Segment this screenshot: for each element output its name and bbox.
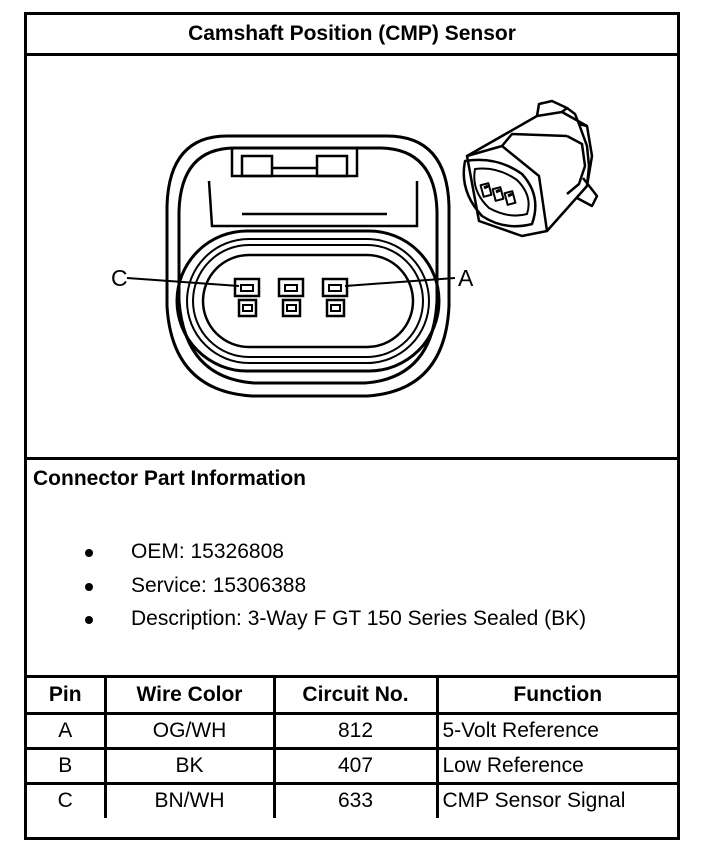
service-part-number: Service: 15306388 (131, 573, 307, 597)
function-cell: 5-Volt Reference (437, 713, 677, 748)
wire-color-cell: OG/WH (105, 713, 274, 748)
connector-description: Description: 3-Way F GT 150 Series Sealed (BK) (131, 607, 587, 630)
part-info-list (27, 540, 677, 641)
circuit-cell: 812 (274, 713, 437, 748)
header-function: Function (437, 678, 677, 713)
bullet-icon (85, 549, 93, 557)
header-wire-color: Wire Color (105, 678, 274, 713)
header-pin: Pin (27, 678, 105, 713)
oem-part-number: OEM: 15326808 (131, 540, 284, 563)
wire-color-cell: BK (105, 748, 274, 783)
wire-color-cell: BN/WH (105, 783, 274, 818)
info-heading: Connector Part Information (33, 467, 307, 490)
pinout-table (27, 678, 677, 818)
list-item (27, 607, 677, 641)
pin-cell: B (27, 748, 105, 783)
connector-diagram (27, 56, 677, 460)
bullet-icon (85, 583, 93, 591)
function-cell: CMP Sensor Signal (437, 783, 677, 818)
pin-cell: C (27, 783, 105, 818)
pin-label-a: A (458, 265, 474, 291)
table-header-row (27, 678, 677, 713)
circuit-cell: 633 (274, 783, 437, 818)
list-item (27, 574, 677, 608)
connector-face-drawing-icon (127, 136, 455, 396)
header-circuit-no: Circuit No. (274, 678, 437, 713)
table-row (27, 783, 677, 818)
diagram-svg (27, 56, 677, 460)
connector-sheet (24, 12, 680, 840)
circuit-cell: 407 (274, 748, 437, 783)
function-cell: Low Reference (437, 748, 677, 783)
table-row (27, 748, 677, 783)
table-row (27, 713, 677, 748)
pin-cell: A (27, 713, 105, 748)
pin-label-c: C (111, 265, 128, 291)
page-title: Camshaft Position (CMP) Sensor (27, 15, 677, 56)
list-item (27, 540, 677, 574)
bullet-icon (85, 616, 93, 624)
connector-part-info (27, 460, 677, 678)
connector-3d-drawing-icon (464, 101, 597, 236)
